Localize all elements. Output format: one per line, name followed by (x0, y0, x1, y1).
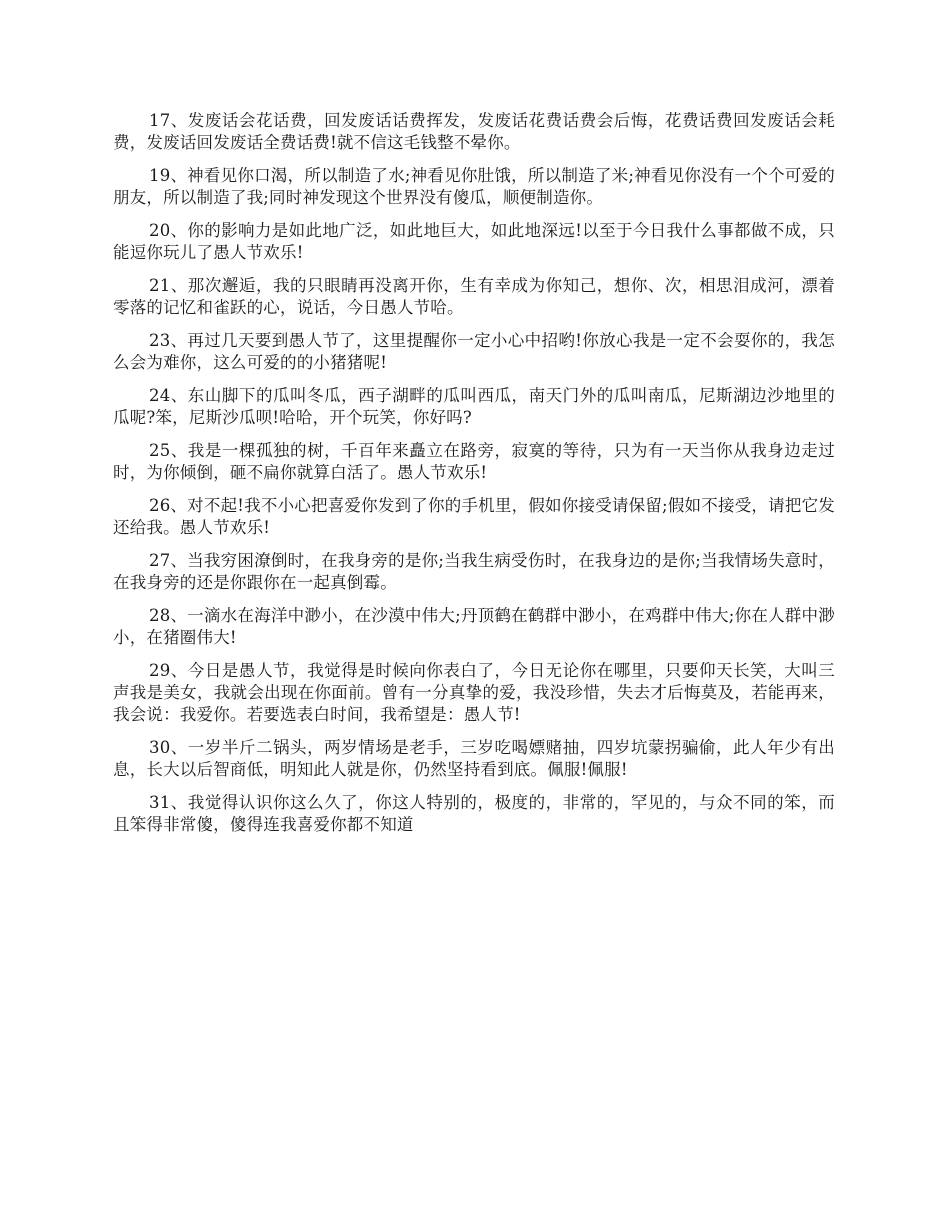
paragraph-17: 17、发废话会花话费，回发废话话费挥发，发废话花费话费会后悔，花费话费回发废话会耗费，发废话回发废话全费话费!就不信这毛钱整不晕你。 (113, 111, 835, 152)
paragraph-29: 29、今日是愚人节，我觉得是时候向你表白了，今日无论你在哪里，只要仰天长笑，大叫三声我是美女，我就会出现在你面前。曾有一分真挚的爱，我没珍惜，失去才后悔莫及，若能再来，我会说：我爱你。若要选表白时间，我希望是：愚人节! (113, 661, 835, 724)
paragraph-28: 28、一滴水在海洋中渺小，在沙漠中伟大;丹顶鹤在鹤群中渺小，在鸡群中伟大;你在人群中渺小，在猪圈伟大! (113, 606, 835, 647)
paragraph-27: 27、当我穷困潦倒时，在我身旁的是你;当我生病受伤时，在我身边的是你;当我情场失意时，在我身旁的还是你跟你在一起真倒霉。 (113, 551, 835, 592)
paragraph-19: 19、神看见你口渴，所以制造了水;神看见你肚饿，所以制造了米;神看见你没有一个个可爱的朋友，所以制造了我;同时神发现这个世界没有傻瓜，顺便制造你。 (113, 166, 835, 207)
document-body (113, 110, 835, 847)
paragraph-20: 20、你的影响力是如此地广泛，如此地巨大，如此地深远!以至于今日我什么事都做不成，只能逗你玩儿了愚人节欢乐! (113, 221, 835, 262)
paragraph-26: 26、对不起!我不小心把喜爱你发到了你的手机里，假如你接受请保留;假如不接受，请把它发还给我。愚人节欢乐! (113, 496, 835, 537)
paragraph-25: 25、我是一棵孤独的树，千百年来矗立在路旁，寂寞的等待，只为有一天当你从我身边走过时，为你倾倒，砸不扁你就算白活了。愚人节欢乐! (113, 441, 835, 482)
paragraph-23: 23、再过几天要到愚人节了，这里提醒你一定小心中招哟!你放心我是一定不会耍你的，我怎么会为难你，这么可爱的的小猪猪呢! (113, 331, 835, 372)
paragraph-24: 24、东山脚下的瓜叫冬瓜，西子湖畔的瓜叫西瓜，南天门外的瓜叫南瓜，尼斯湖边沙地里的瓜呢?笨，尼斯沙瓜呗!哈哈，开个玩笑，你好吗? (113, 386, 835, 427)
paragraph-21: 21、那次邂逅，我的只眼睛再没离开你，生有幸成为你知己，想你、次，相思泪成河，漂着零落的记忆和雀跃的心，说话，今日愚人节哈。 (113, 276, 835, 317)
paragraph-31: 31、我觉得认识你这么久了，你这人特别的，极度的，非常的，罕见的，与众不同的笨，而且笨得非常傻，傻得连我喜爱你都不知道 (113, 793, 835, 834)
paragraph-30: 30、一岁半斤二锅头，两岁情场是老手，三岁吃喝嫖赌抽，四岁坑蒙拐骗偷，此人年少有出息，长大以后智商低，明知此人就是你，仍然坚持看到底。佩服!佩服! (113, 738, 835, 779)
